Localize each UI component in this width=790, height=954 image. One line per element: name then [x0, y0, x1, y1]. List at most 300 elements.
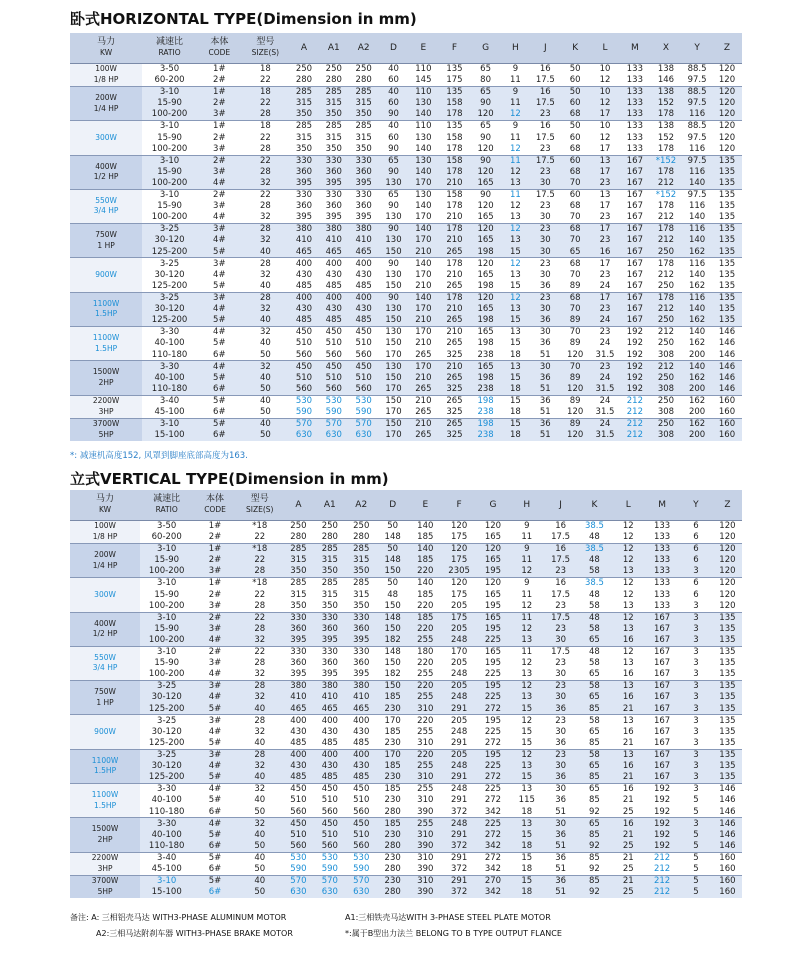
horizontal-cell: 560 — [319, 349, 349, 360]
horizontal-cell: 530 — [319, 395, 349, 406]
horizontal-cell: 24 — [590, 315, 620, 326]
vertical-table-row — [70, 738, 742, 749]
vertical-cell: 280 — [377, 887, 408, 898]
horizontal-cell: 140 — [408, 201, 438, 212]
horizontal-cell: 560 — [289, 384, 319, 395]
horizontal-cell: 40 — [242, 418, 289, 429]
vertical-power-cell: 1500W 2HP — [70, 818, 140, 852]
horizontal-cell: 32 — [242, 235, 289, 246]
horizontal-cell: 15 — [501, 281, 531, 292]
horizontal-cell: 146 — [712, 372, 742, 383]
horizontal-cell: 510 — [349, 372, 379, 383]
horizontal-cell: 13 — [501, 304, 531, 315]
horizontal-cell: 162 — [682, 315, 712, 326]
vertical-cell: 590 — [314, 864, 345, 875]
vertical-cell: 3-25 — [140, 681, 193, 692]
vertical-cell: 330 — [346, 612, 377, 623]
vertical-cell: 255 — [408, 784, 442, 795]
vertical-cell: 291 — [442, 704, 476, 715]
vertical-cell: 342 — [476, 864, 510, 875]
vertical-cell: 38.5 — [578, 521, 612, 532]
horizontal-cell: 167 — [620, 166, 650, 177]
vertical-cell: 133 — [645, 532, 679, 543]
horizontal-cell: 17 — [590, 201, 620, 212]
vertical-cell: 167 — [645, 715, 679, 726]
vertical-cell: 30 — [544, 818, 578, 829]
vertical-cell: 630 — [346, 887, 377, 898]
horizontal-cell: 3# — [197, 258, 242, 269]
horizontal-cell: 120 — [712, 75, 742, 86]
vertical-cell: 12 — [510, 566, 544, 577]
vertical-cell: 5# — [193, 772, 237, 783]
vertical-cell: 291 — [442, 852, 476, 863]
horizontal-cell: 9 — [501, 86, 531, 97]
horizontal-cell: 31.5 — [590, 430, 620, 441]
horizontal-header-e: E — [408, 33, 438, 64]
horizontal-cell: 165 — [471, 304, 501, 315]
vertical-cell: 272 — [476, 704, 510, 715]
vertical-cell: 485 — [346, 738, 377, 749]
vertical-cell: 510 — [283, 829, 314, 840]
vertical-cell: 148 — [377, 646, 408, 657]
vertical-cell: 510 — [346, 795, 377, 806]
vertical-cell: 58 — [578, 623, 612, 634]
vertical-cell: 3 — [679, 761, 713, 772]
horizontal-cell: 265 — [438, 418, 470, 429]
vertical-cell: 165 — [476, 612, 510, 623]
vertical-cell: 3 — [679, 612, 713, 623]
vertical-header-f: F — [442, 490, 476, 521]
vertical-cell: 9 — [510, 521, 544, 532]
horizontal-cell: 165 — [471, 178, 501, 189]
vertical-cell: 272 — [476, 772, 510, 783]
horizontal-power-cell: 900W — [70, 258, 142, 292]
vertical-cell: 342 — [476, 806, 510, 817]
vertical-cell: 32 — [237, 726, 283, 737]
horizontal-cell: 167 — [620, 292, 650, 303]
vertical-cell: 205 — [442, 601, 476, 612]
vertical-cell: 12 — [611, 543, 645, 554]
vertical-cell: 12 — [510, 715, 544, 726]
horizontal-cell: 135 — [438, 64, 470, 75]
horizontal-cell: 146 — [712, 361, 742, 372]
vertical-cell: 182 — [377, 635, 408, 646]
horizontal-cell: 116 — [682, 166, 712, 177]
horizontal-cell: 250 — [319, 64, 349, 75]
horizontal-cell: 110-180 — [142, 384, 197, 395]
vertical-cell: 255 — [408, 635, 442, 646]
horizontal-cell: 212 — [650, 361, 682, 372]
horizontal-cell: 510 — [319, 338, 349, 349]
vertical-cell: 395 — [314, 635, 345, 646]
horizontal-cell: 18 — [501, 384, 531, 395]
horizontal-table-row — [70, 372, 742, 383]
vertical-cell: 3 — [679, 772, 713, 783]
horizontal-cell: 130 — [379, 178, 409, 189]
vertical-cell: 16 — [611, 726, 645, 737]
vertical-cell: 430 — [314, 761, 345, 772]
horizontal-power-cell: 1100W 1.5HP — [70, 327, 142, 361]
horizontal-cell: 212 — [650, 327, 682, 338]
horizontal-cell: 15-90 — [142, 132, 197, 143]
horizontal-cell: 97.5 — [682, 132, 712, 143]
vertical-cell: 13 — [510, 635, 544, 646]
vertical-cell: 65 — [578, 761, 612, 772]
vertical-cell: *18 — [237, 543, 283, 554]
vertical-cell: 430 — [283, 761, 314, 772]
vertical-cell: 45-100 — [140, 864, 193, 875]
vertical-header-a1: A1 — [314, 490, 345, 521]
vertical-cell: 510 — [283, 795, 314, 806]
vertical-power-cell: 100W 1/8 HP — [70, 521, 140, 544]
vertical-cell: 15-90 — [140, 555, 193, 566]
vertical-cell: 255 — [408, 818, 442, 829]
vertical-cell: 255 — [408, 669, 442, 680]
vertical-cell: 50 — [237, 864, 283, 875]
vertical-cell: 65 — [578, 726, 612, 737]
vertical-cell: 36 — [544, 852, 578, 863]
horizontal-cell: 12 — [590, 132, 620, 143]
vertical-cell: 248 — [442, 784, 476, 795]
vertical-cell: 140 — [408, 521, 442, 532]
vertical-cell: 12 — [510, 601, 544, 612]
vertical-power-cell: 3700W 5HP — [70, 875, 140, 898]
horizontal-cell: 23 — [590, 212, 620, 223]
horizontal-cell: 178 — [438, 109, 470, 120]
vertical-table-row — [70, 772, 742, 783]
vertical-cell: 360 — [314, 623, 345, 634]
horizontal-cell: 162 — [682, 338, 712, 349]
vertical-table-row — [70, 623, 742, 634]
vertical-cell: 36 — [544, 738, 578, 749]
vertical-cell: 100-200 — [140, 635, 193, 646]
horizontal-cell: 120 — [712, 121, 742, 132]
vertical-cell: 185 — [408, 589, 442, 600]
vertical-cell: 167 — [645, 635, 679, 646]
horizontal-cell: 30 — [530, 247, 560, 258]
vertical-cell: 315 — [346, 589, 377, 600]
vertical-cell: 135 — [713, 658, 742, 669]
vertical-cell: 6 — [679, 578, 713, 589]
horizontal-table-row — [70, 109, 742, 120]
vertical-cell: 3 — [679, 726, 713, 737]
horizontal-cell: 45-100 — [142, 407, 197, 418]
horizontal-power-cell: 550W 3/4 HP — [70, 189, 142, 223]
horizontal-cell: 90 — [379, 166, 409, 177]
horizontal-cell: 265 — [438, 315, 470, 326]
vertical-cell: 560 — [283, 841, 314, 852]
vertical-cell: 3# — [193, 566, 237, 577]
horizontal-cell: 308 — [650, 384, 682, 395]
horizontal-cell: 198 — [471, 418, 501, 429]
horizontal-cell: 90 — [379, 109, 409, 120]
vertical-cell: 16 — [611, 692, 645, 703]
vertical-cell: 51 — [544, 841, 578, 852]
horizontal-table-row — [70, 407, 742, 418]
horizontal-cell: 15 — [501, 315, 531, 326]
vertical-cell: 410 — [314, 692, 345, 703]
vertical-cell: 285 — [283, 543, 314, 554]
vertical-cell: 450 — [283, 784, 314, 795]
horizontal-cell: *152 — [650, 155, 682, 166]
vertical-cell: 120 — [713, 589, 742, 600]
vertical-table-row — [70, 658, 742, 669]
vertical-cell: 165 — [476, 555, 510, 566]
horizontal-header-k: K — [560, 33, 590, 64]
horizontal-cell: 31.5 — [590, 407, 620, 418]
horizontal-cell: 23 — [590, 269, 620, 280]
vertical-cell: 380 — [283, 681, 314, 692]
horizontal-cell: 170 — [379, 430, 409, 441]
horizontal-cell: 212 — [620, 418, 650, 429]
vertical-dimension-table — [70, 490, 742, 898]
horizontal-cell: 65 — [471, 121, 501, 132]
horizontal-cell: 70 — [560, 361, 590, 372]
horizontal-cell: 165 — [471, 327, 501, 338]
vertical-cell: 560 — [314, 806, 345, 817]
vertical-cell: 21 — [611, 772, 645, 783]
vertical-cell: 350 — [283, 601, 314, 612]
horizontal-cell: 60 — [560, 75, 590, 86]
horizontal-cell: 210 — [408, 338, 438, 349]
vertical-cell: 3 — [679, 681, 713, 692]
vertical-cell: 12 — [510, 623, 544, 634]
horizontal-cell: 360 — [349, 166, 379, 177]
horizontal-cell: 12 — [501, 292, 531, 303]
vertical-cell: 30-120 — [140, 761, 193, 772]
horizontal-cell: 250 — [650, 247, 682, 258]
vertical-cell: 230 — [377, 738, 408, 749]
vertical-cell: 12 — [611, 612, 645, 623]
vertical-cell: 15 — [510, 772, 544, 783]
vertical-cell: 330 — [314, 612, 345, 623]
horizontal-table-row — [70, 132, 742, 143]
horizontal-cell: 135 — [712, 281, 742, 292]
horizontal-cell: 178 — [438, 201, 470, 212]
vertical-cell: 16 — [611, 761, 645, 772]
vertical-power-cell: 400W 1/2 HP — [70, 612, 140, 646]
horizontal-cell: 13 — [501, 361, 531, 372]
vertical-cell: 3 — [679, 566, 713, 577]
horizontal-cell: 380 — [319, 224, 349, 235]
vertical-cell: 160 — [713, 875, 742, 886]
horizontal-header-l: L — [590, 33, 620, 64]
vertical-cell: 5 — [679, 864, 713, 875]
horizontal-cell: 315 — [319, 132, 349, 143]
vertical-cell: 6 — [679, 543, 713, 554]
horizontal-cell: 210 — [408, 372, 438, 383]
horizontal-cell: 5# — [197, 315, 242, 326]
horizontal-cell: 30 — [530, 212, 560, 223]
horizontal-cell: 133 — [620, 86, 650, 97]
horizontal-cell: 11 — [501, 132, 531, 143]
horizontal-cell: 238 — [471, 430, 501, 441]
vertical-cell: 248 — [442, 761, 476, 772]
horizontal-cell: 32 — [242, 269, 289, 280]
horizontal-cell: 152 — [650, 132, 682, 143]
horizontal-power-cell: 1100W 1.5HP — [70, 292, 142, 326]
vertical-cell: 400 — [314, 749, 345, 760]
vertical-cell: 192 — [645, 818, 679, 829]
vertical-cell: 15 — [510, 704, 544, 715]
vertical-table-row — [70, 669, 742, 680]
vertical-cell: 192 — [645, 784, 679, 795]
vertical-header-col1: 减速比 RATIO — [140, 490, 193, 521]
horizontal-cell: 15 — [501, 338, 531, 349]
vertical-cell: 4# — [193, 818, 237, 829]
horizontal-cell: 167 — [620, 281, 650, 292]
horizontal-cell: 152 — [650, 98, 682, 109]
vertical-header-k: K — [578, 490, 612, 521]
vertical-cell: 380 — [346, 681, 377, 692]
vertical-cell: 120 — [476, 578, 510, 589]
horizontal-cell: 36 — [530, 418, 560, 429]
horizontal-cell: 18 — [501, 349, 531, 360]
horizontal-cell: 10 — [590, 86, 620, 97]
horizontal-table-row — [70, 269, 742, 280]
vertical-cell: 160 — [713, 852, 742, 863]
horizontal-cell: 133 — [620, 64, 650, 75]
horizontal-header-a: A — [289, 33, 319, 64]
vertical-cell: 315 — [314, 589, 345, 600]
vertical-cell: 30 — [544, 692, 578, 703]
horizontal-cell: 330 — [289, 155, 319, 166]
horizontal-cell: 560 — [319, 384, 349, 395]
horizontal-table-row — [70, 281, 742, 292]
vertical-cell: 220 — [408, 658, 442, 669]
horizontal-cell: 135 — [712, 292, 742, 303]
horizontal-cell: 630 — [319, 430, 349, 441]
horizontal-cell: 97.5 — [682, 189, 712, 200]
horizontal-cell: 450 — [319, 361, 349, 372]
horizontal-cell: 40 — [242, 372, 289, 383]
horizontal-cell: 16 — [530, 64, 560, 75]
horizontal-cell: 88.5 — [682, 64, 712, 75]
vertical-cell: 50 — [237, 841, 283, 852]
horizontal-cell: 4# — [197, 361, 242, 372]
vertical-cell: 630 — [283, 887, 314, 898]
horizontal-cell: 5# — [197, 281, 242, 292]
vertical-cell: 400 — [283, 749, 314, 760]
vertical-cell: 430 — [346, 726, 377, 737]
horizontal-cell: 23 — [590, 327, 620, 338]
horizontal-table-row — [70, 201, 742, 212]
vertical-power-cell: 1100W 1.5HP — [70, 749, 140, 783]
horizontal-cell: 130 — [379, 304, 409, 315]
horizontal-table-row — [70, 292, 742, 303]
vertical-cell: 51 — [544, 806, 578, 817]
horizontal-cell: 100-200 — [142, 109, 197, 120]
vertical-cell: 315 — [346, 555, 377, 566]
vertical-cell: 146 — [713, 795, 742, 806]
legend-a: 备注: A: 三相铝壳马达 WITH3-PHASE ALUMINUM MOTOR — [70, 913, 287, 922]
horizontal-cell: 140 — [682, 235, 712, 246]
horizontal-cell: 70 — [560, 178, 590, 189]
vertical-cell: 65 — [578, 818, 612, 829]
horizontal-cell: 265 — [438, 338, 470, 349]
vertical-cell: 291 — [442, 875, 476, 886]
vertical-table-row — [70, 875, 742, 886]
horizontal-table-row — [70, 338, 742, 349]
vertical-cell: 485 — [346, 772, 377, 783]
vertical-cell: 30 — [544, 726, 578, 737]
horizontal-power-cell: 400W 1/2 HP — [70, 155, 142, 189]
horizontal-cell: 430 — [289, 269, 319, 280]
horizontal-cell: 3-10 — [142, 189, 197, 200]
vertical-header-m: M — [645, 490, 679, 521]
horizontal-header-col2: 本体 CODE — [197, 33, 242, 64]
horizontal-cell: 3-10 — [142, 155, 197, 166]
vertical-cell: 32 — [237, 784, 283, 795]
vertical-cell: 465 — [283, 704, 314, 715]
horizontal-table-row — [70, 64, 742, 75]
vertical-cell: 430 — [314, 726, 345, 737]
horizontal-cell: 120 — [712, 86, 742, 97]
horizontal-cell: 40-100 — [142, 372, 197, 383]
horizontal-cell: 68 — [560, 292, 590, 303]
horizontal-cell: 3# — [197, 201, 242, 212]
vertical-cell: 12 — [611, 555, 645, 566]
horizontal-cell: 30 — [530, 327, 560, 338]
vertical-cell: 195 — [476, 658, 510, 669]
horizontal-cell: 17.5 — [530, 98, 560, 109]
vertical-cell: 4# — [193, 761, 237, 772]
horizontal-cell: 150 — [379, 281, 409, 292]
vertical-cell: 350 — [346, 566, 377, 577]
horizontal-cell: 50 — [560, 86, 590, 97]
vertical-cell: 212 — [645, 852, 679, 863]
horizontal-dimension-table — [70, 33, 742, 441]
vertical-cell: 175 — [442, 555, 476, 566]
vertical-cell: 291 — [442, 738, 476, 749]
horizontal-cell: 140 — [408, 292, 438, 303]
horizontal-cell: 133 — [620, 121, 650, 132]
horizontal-cell: 315 — [289, 132, 319, 143]
vertical-header-col3: 型号 SIZE(S) — [237, 490, 283, 521]
vertical-cell: 510 — [314, 829, 345, 840]
horizontal-cell: 315 — [349, 132, 379, 143]
horizontal-cell: 120 — [471, 144, 501, 155]
vertical-cell: 23 — [544, 601, 578, 612]
vertical-cell: 135 — [713, 704, 742, 715]
vertical-cell: 560 — [283, 806, 314, 817]
vertical-cell: 23 — [544, 749, 578, 760]
vertical-cell: 18 — [510, 841, 544, 852]
vertical-cell: 450 — [346, 784, 377, 795]
horizontal-cell: 120 — [560, 349, 590, 360]
vertical-cell: 3# — [193, 715, 237, 726]
horizontal-cell: 530 — [289, 395, 319, 406]
vertical-cell: 185 — [408, 612, 442, 623]
vertical-cell: 3-25 — [140, 749, 193, 760]
horizontal-cell: 89 — [560, 338, 590, 349]
vertical-cell: 395 — [346, 635, 377, 646]
vertical-cell: 28 — [237, 681, 283, 692]
horizontal-cell: 158 — [438, 155, 470, 166]
horizontal-power-cell: 200W 1/4 HP — [70, 86, 142, 120]
horizontal-cell: 18 — [501, 430, 531, 441]
horizontal-cell: 13 — [501, 235, 531, 246]
vertical-cell: 135 — [713, 646, 742, 657]
horizontal-cell: 158 — [438, 98, 470, 109]
vertical-cell: 195 — [476, 566, 510, 577]
horizontal-cell: 265 — [438, 281, 470, 292]
horizontal-cell: 138 — [650, 86, 682, 97]
horizontal-cell: 212 — [620, 430, 650, 441]
horizontal-table-row — [70, 212, 742, 223]
horizontal-cell: 17.5 — [530, 75, 560, 86]
vertical-cell: 135 — [713, 772, 742, 783]
